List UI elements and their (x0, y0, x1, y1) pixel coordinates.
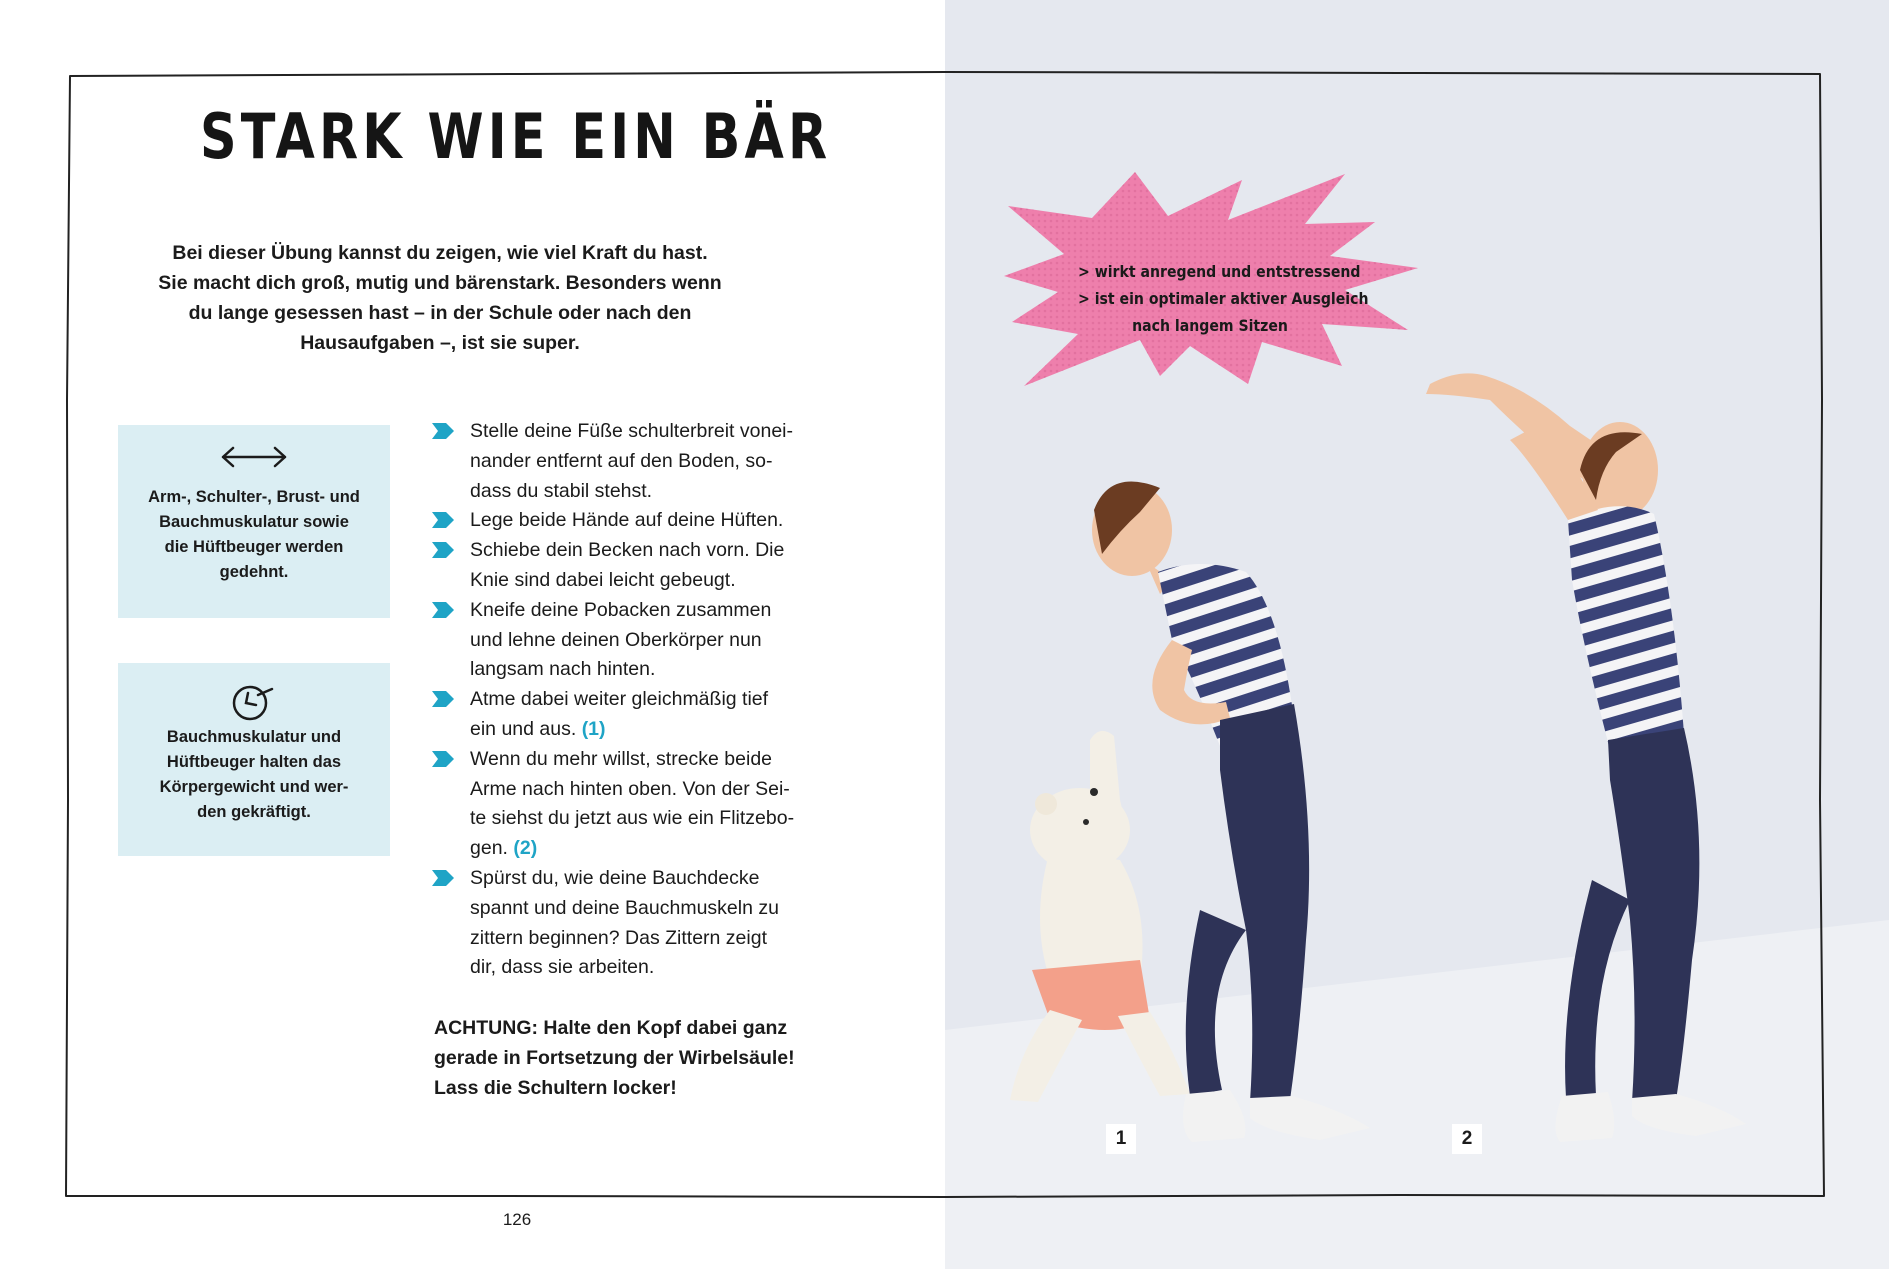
info-box-strength: Bauchmuskulatur und Hüftbeuger halten das Körpergewicht und wer- den gekräftigt. (118, 663, 390, 856)
list-item: Spürst du, wie deine Bauchdecke spannt und deine Bauchmuskeln zu zittern beginnen? Das Zittern zeigt dir, dass sie arbeiten. (432, 864, 832, 983)
bullet-arrow-icon (432, 512, 454, 528)
bullet-arrow-icon (432, 870, 454, 886)
boy-figure-1 (1080, 470, 1400, 1160)
list-item: Stelle deine Füße schulterbreit vonei- nander entfernt auf den Boden, so- dass du stabil stehst. (432, 417, 832, 506)
intro-text: Bei dieser Übung kannst du zeigen, wie viel Kraft du hast. Sie macht dich groß, mutig und bärenstark. Besonders wenn du lange gesessen hast – in der Schule oder nach den Hausaufgaben –, ist sie super. (158, 242, 722, 354)
list-item: Schiebe dein Becken nach vorn. Die Knie sind dabei leicht gebeugt. (432, 536, 832, 596)
warning-note: ACHTUNG: Halte den Kopf dabei ganz gerade in Fortsetzung der Wirbelsäule! Lass die Schultern locker! (434, 1017, 795, 1099)
photo-reference: (1) (581, 717, 606, 740)
bullet-arrow-icon (432, 423, 454, 439)
boy-figure-2 (1420, 360, 1820, 1160)
photo-label-2: 2 (1452, 1124, 1482, 1154)
list-item: Wenn du mehr willst, strecke beide Arme nach hinten oben. Von der Sei- te siehst du jetzt aus wie ein Flitzebo- gen. (2) (432, 745, 832, 864)
bullet-arrow-icon (432, 751, 454, 767)
exercise-steps (432, 417, 832, 983)
page-title: STARK WIE EIN BÄR (200, 100, 832, 173)
bullet-arrow-icon (432, 691, 454, 707)
bullet-arrow-icon (432, 602, 454, 618)
info-box-stretch: Arm-, Schulter-, Brust- und Bauchmuskulatur sowie die Hüftbeuger werden gedehnt. (118, 425, 390, 618)
list-item: Lege beide Hände auf deine Hüften. (432, 506, 832, 536)
benefits-burst-text: > wirkt anregend und entstressend > ist ein optimaler aktiver Ausgleich nach langem Sitzen (1078, 262, 1369, 335)
bullet-arrow-icon (432, 542, 454, 558)
list-item: Atme dabei weiter gleichmäßig tief ein und aus. (1) (432, 685, 832, 745)
photo-reference: (2) (513, 837, 538, 860)
stretch-arrows-icon (219, 443, 289, 471)
photo-label-1: 1 (1106, 1124, 1136, 1154)
page-number: 126 (502, 1210, 532, 1229)
list-item: Kneife deine Pobacken zusammen und lehne deinen Oberkörper nun langsam nach hinten. (432, 596, 832, 685)
strength-timer-icon (226, 679, 282, 723)
